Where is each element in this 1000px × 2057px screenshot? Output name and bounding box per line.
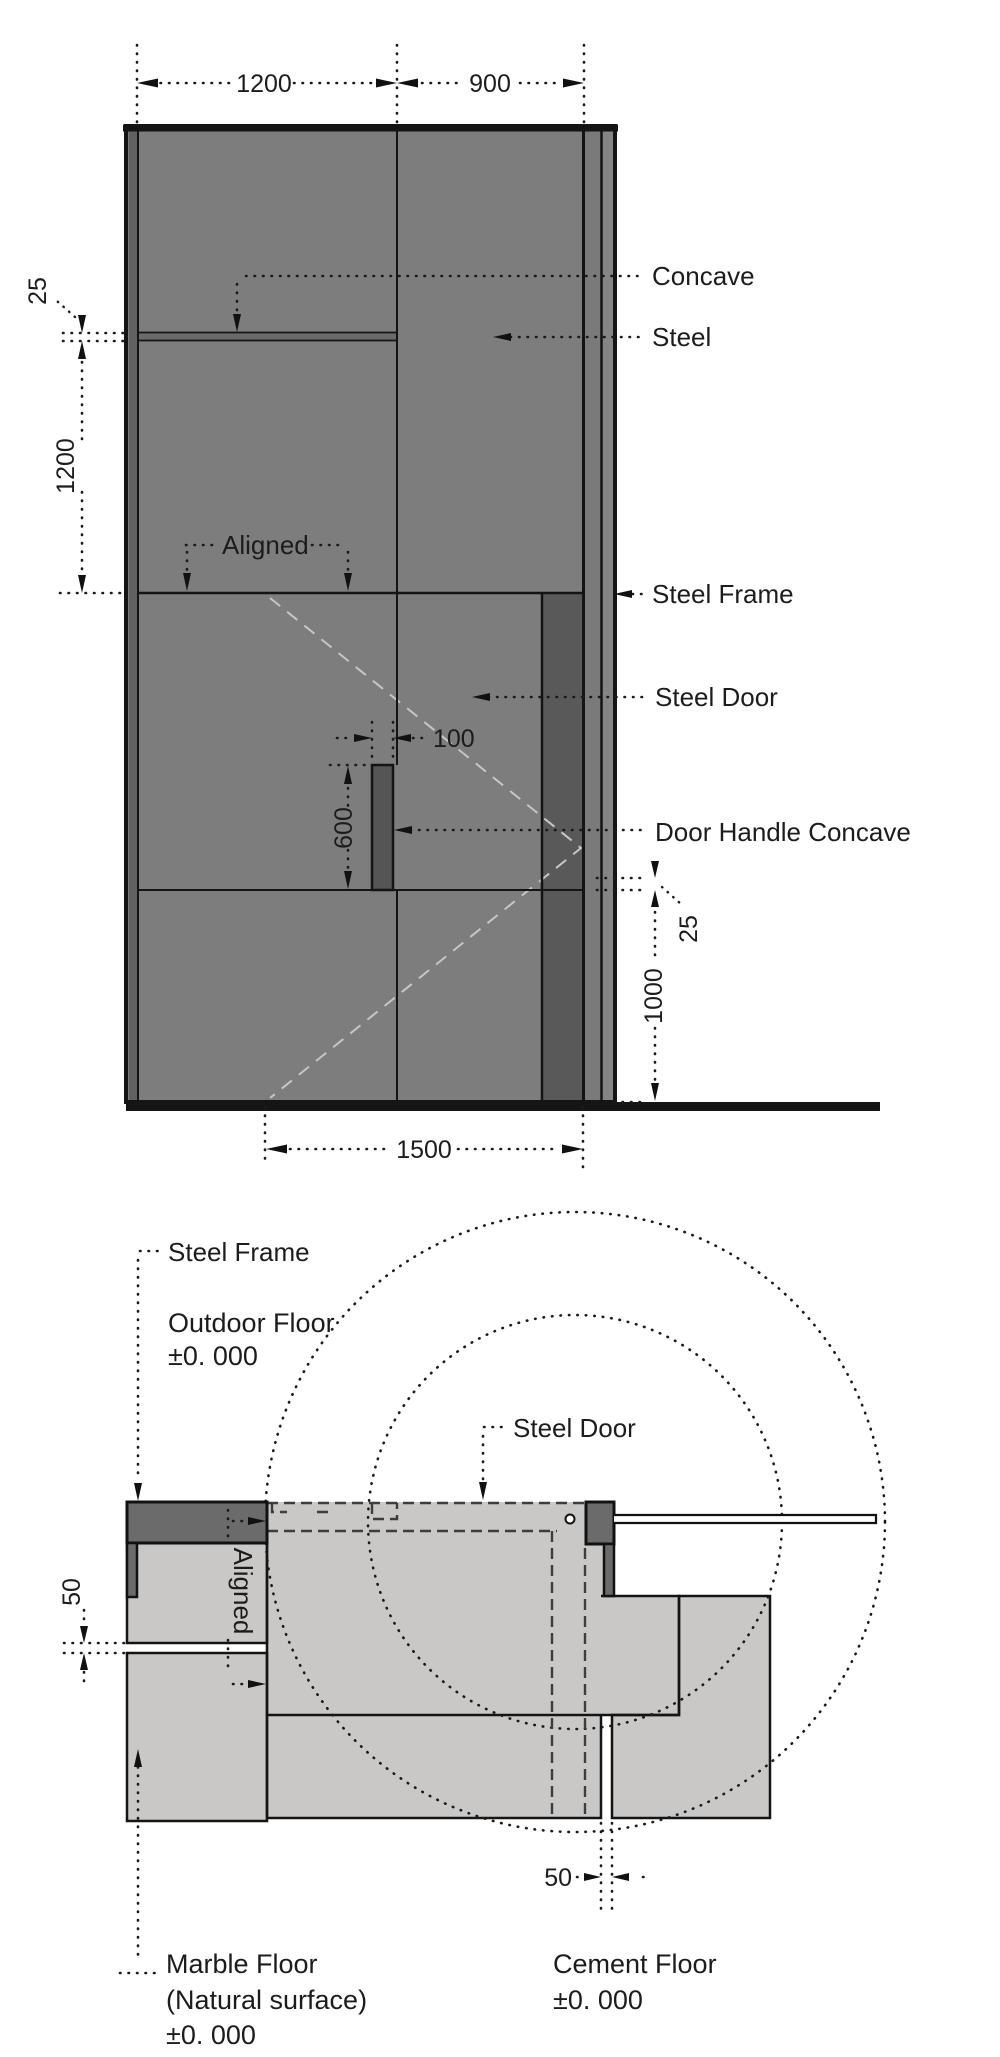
dim-25-left: 25 bbox=[24, 277, 52, 305]
label-marble-floor-sub: (Natural surface) bbox=[166, 1985, 368, 2015]
label-marble-floor: Marble Floor bbox=[166, 1949, 318, 1979]
elevation-drawing bbox=[24, 45, 911, 1170]
door-edge-dark-strip bbox=[542, 593, 583, 1102]
wall-line bbox=[614, 1515, 876, 1523]
label-steel: Steel bbox=[652, 322, 712, 352]
door-pivot bbox=[566, 1515, 575, 1524]
label-cement-floor: Cement Floor bbox=[553, 1949, 717, 1979]
label-outdoor-level: ±0. 000 bbox=[168, 1341, 258, 1371]
label-aligned-elevation: Aligned bbox=[222, 530, 309, 560]
label-door-handle-concave: Door Handle Concave bbox=[655, 817, 911, 847]
dim-50-bottom-text: 50 bbox=[544, 1864, 572, 1892]
label-marble-level: ±0. 000 bbox=[166, 2020, 256, 2050]
label-steel-door-section: Steel Door bbox=[513, 1413, 636, 1443]
label-steel-frame-section: Steel Frame bbox=[168, 1237, 310, 1267]
label-steel-frame-elevation: Steel Frame bbox=[652, 579, 794, 609]
label-aligned-section: Aligned bbox=[228, 1547, 258, 1635]
dim-1500-text: 1500 bbox=[396, 1136, 452, 1164]
frame-left-leg bbox=[127, 1543, 137, 1597]
section-drawing bbox=[58, 1212, 885, 2050]
dim-1000: 1000 bbox=[640, 968, 668, 1024]
label-outdoor-floor: Outdoor Floor bbox=[168, 1308, 335, 1338]
ground-line bbox=[126, 1102, 880, 1111]
dim-25-right: 25 bbox=[675, 915, 703, 943]
dim-1500 bbox=[265, 1107, 583, 1170]
label-steel-door-elevation: Steel Door bbox=[655, 682, 778, 712]
door-handle-concave-strip bbox=[372, 765, 393, 890]
dim-left bbox=[24, 277, 128, 593]
dim-100: 100 bbox=[433, 725, 475, 753]
note-cement-floor bbox=[553, 1949, 717, 2015]
left-frame-strip bbox=[129, 129, 138, 1102]
dim-50-bottom bbox=[544, 1823, 650, 1915]
label-cement-level: ±0. 000 bbox=[553, 1985, 643, 2015]
frame-right-leg bbox=[604, 1544, 614, 1596]
dim-600: 600 bbox=[330, 807, 358, 849]
dim-50-left-text: 50 bbox=[58, 1578, 86, 1606]
frame-right-section bbox=[586, 1502, 614, 1544]
dim-50-left bbox=[58, 1578, 124, 1688]
label-concave: Concave bbox=[652, 261, 755, 291]
frame-left-section bbox=[127, 1502, 267, 1543]
dim-1200-left: 1200 bbox=[52, 438, 80, 494]
note-steel-door-section bbox=[479, 1413, 636, 1500]
dim-900-top: 900 bbox=[469, 70, 511, 98]
dim-top bbox=[137, 45, 584, 122]
dim-1200-top: 1200 bbox=[236, 70, 292, 98]
